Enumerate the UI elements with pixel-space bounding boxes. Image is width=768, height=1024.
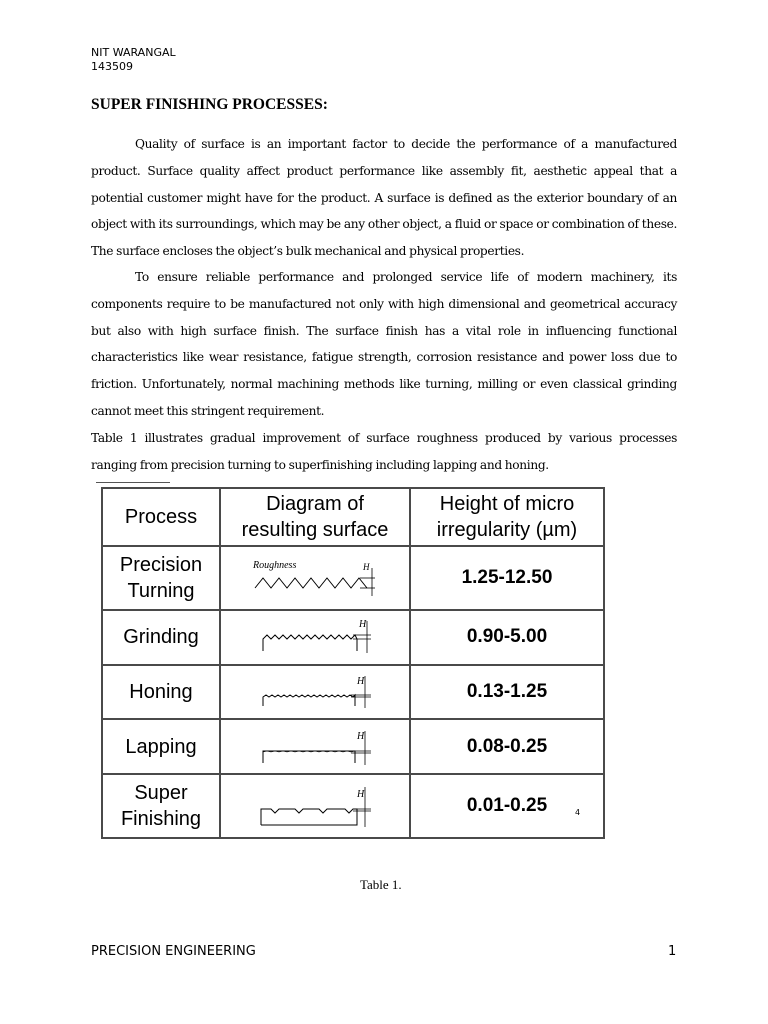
superfinishing-surface-diagram xyxy=(245,781,385,831)
h-label: H xyxy=(357,788,365,800)
page-number: 1 xyxy=(668,944,677,959)
h-label: H xyxy=(357,730,365,742)
h-label: H xyxy=(363,562,370,573)
process-cell: Precision Turning xyxy=(102,546,220,610)
h-label: H xyxy=(359,619,367,631)
diagram-turning xyxy=(220,546,410,610)
diagram-lapping xyxy=(220,719,410,774)
table-row xyxy=(102,610,604,665)
table-row xyxy=(102,665,604,720)
paragraph-2-text: To ensure reliable performance and prolonged service life of modern machinery, its components require to be manufactured not only with high dimensional and geometrical accuracy but also with high surface finish. The surface finish has a vital role in influencing functional characteristics like wear resistance, fatigue strength, corrosion resistance and power loss due to friction. Unfortunately, normal machining methods like turning, milling or even classical grinding cannot meet this stringent requirement. xyxy=(91,270,677,418)
process-cell: Grinding xyxy=(102,610,220,665)
lapping-surface-diagram xyxy=(245,725,385,769)
table-caption: Table 1. xyxy=(360,877,402,892)
turning-surface-diagram xyxy=(245,556,385,600)
document-header xyxy=(91,46,176,74)
header-height: Height of micro irregularity (µm) xyxy=(410,488,604,546)
diagram-superfinishing xyxy=(220,774,410,838)
table-header-row xyxy=(102,488,604,546)
header-institution: NIT WARANGAL xyxy=(91,46,176,59)
header-process: Process xyxy=(102,488,220,546)
roughness-table xyxy=(101,487,605,839)
paragraph-1 xyxy=(91,131,677,265)
table-row xyxy=(102,774,604,838)
roughness-label: Roughness xyxy=(253,560,297,572)
value-cell: 0.13-1.25 xyxy=(410,665,604,720)
section-title: SUPER FINISHING PROCESSES: xyxy=(91,96,328,113)
value-cell: 0.90-5.00 xyxy=(410,610,604,665)
table-row xyxy=(102,719,604,774)
value-cell: 0.08-0.25 xyxy=(410,719,604,774)
short-rule xyxy=(96,482,170,483)
value-cell: 0.01-0.25 xyxy=(410,774,604,838)
diagram-honing xyxy=(220,665,410,720)
paragraph-3-text: Table 1 illustrates gradual improvement of surface roughness produced by various processes ranging from precision turning to superfinishing including lapping and honing. xyxy=(91,430,677,472)
diagram-grinding xyxy=(220,610,410,665)
footer-title: PRECISION ENGINEERING xyxy=(91,944,256,959)
honing-surface-diagram xyxy=(245,670,385,714)
h-label: H xyxy=(357,675,365,687)
process-cell: Lapping xyxy=(102,719,220,774)
header-diagram: Diagram of resulting surface xyxy=(220,488,410,546)
process-cell: Super Finishing xyxy=(102,774,220,838)
value-cell: 1.25-12.50 xyxy=(410,546,604,610)
footnote-marker: 4 xyxy=(575,808,581,817)
paragraph-1-text: Quality of surface is an important factor to decide the performance of a manufactured product. Surface quality affect product performance like assembly fit, aesthetic appeal that a potential customer might have for the product. A surface is defined as the exterior boundary of an object with its surroundings, which may be any other object, a fluid or space or combination of these. The surface encloses the object’s bulk mechanical and physical properties. xyxy=(91,137,677,259)
paragraph-2 xyxy=(91,264,677,478)
table-row xyxy=(102,546,604,610)
grinding-surface-diagram xyxy=(245,615,385,659)
header-id: 143509 xyxy=(91,60,133,73)
process-cell: Honing xyxy=(102,665,220,720)
